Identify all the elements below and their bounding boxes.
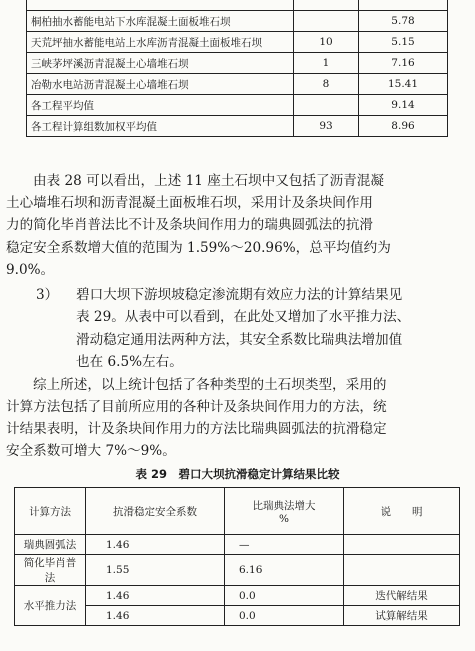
table-row — [27, 32, 448, 53]
text-line: 稳定安全系数增大值的范围为 1.59%～20.96%，总平均值约为 — [6, 240, 391, 256]
table-cell-value: 5.78 — [359, 11, 448, 32]
table-cell-value: 15.41 — [359, 74, 448, 95]
table-cell-factor: 1.46 — [86, 535, 225, 555]
table-cell-note — [344, 555, 460, 586]
table-cell-project: 各工程计算组数加权平均值 — [27, 116, 294, 137]
text-line: 综上所述，以上统计包括了各种类型的土石坝类型，采用的 — [33, 377, 387, 393]
table-cell-value: 8.96 — [359, 116, 448, 137]
column-header-line: % — [279, 512, 289, 525]
text-line: 碧口大坝下游坝坡稳定渗流期有效应力法的计算结果见 — [76, 287, 403, 303]
table-cell-increase: — — [225, 535, 344, 555]
table-cell-note: 试算解结果 — [344, 606, 460, 626]
list-item-number: 3） — [36, 287, 59, 303]
table-row — [27, 116, 448, 137]
text-line: 表 29。从表中可以看到，在此处又增加了水平推力法、 — [76, 309, 411, 325]
table-row — [27, 11, 448, 32]
table-cell-count: 10 — [294, 32, 359, 53]
table-cell-method: 水平推力法 — [15, 586, 86, 626]
table-29 — [14, 487, 460, 626]
table-cell-value: 9.14 — [359, 95, 448, 116]
table-cell-count: 93 — [294, 116, 359, 137]
table-cell-increase: 0.0 — [225, 586, 344, 606]
text-line: 滑动稳定通用法两种方法，其安全系数比瑞典法增加值 — [76, 332, 403, 348]
table-row — [15, 586, 460, 606]
column-header: 抗滑稳定安全系数 — [86, 488, 225, 535]
table-row — [27, 53, 448, 74]
column-header: 说 明 — [344, 488, 460, 535]
table-cell-method: 简化毕肖普法 — [15, 555, 86, 586]
text-line: 力的简化毕肖普法比不计及条块间作用力的瑞典圆弧法的抗滑 — [6, 217, 374, 233]
table-cell-method: 瑞典圆弧法 — [15, 535, 86, 555]
text-line: 土心墙堆石坝和沥青混凝土面板堆石坝，采用计及条块间作用 — [6, 195, 374, 211]
table-28 — [26, 0, 448, 137]
table-row — [27, 74, 448, 95]
table-cell-note — [344, 535, 460, 555]
table-cell-project: 三峡茅坪溪沥青混凝土心墙堆石坝 — [27, 53, 294, 74]
table-29-caption: 表 29 碧口大坝抗滑稳定计算结果比较 — [135, 467, 340, 481]
text-line: 计算方法包括了目前所应用的各种计及条块间作用力的方法，统 — [6, 399, 387, 415]
text-line: 9.0%。 — [6, 262, 55, 278]
table-cell-project: 各工程平均值 — [27, 95, 294, 116]
table-cell-count: 8 — [294, 74, 359, 95]
table-cell-increase: 6.16 — [225, 555, 344, 586]
table-cell-note: 迭代解结果 — [344, 586, 460, 606]
text-line: 由表 28 可以看出，上述 11 座土石坝中又包括了沥青混凝 — [33, 173, 384, 189]
table-cell-project: 天荒坪抽水蓄能电站上水库沥青混凝土面板堆石坝 — [27, 32, 294, 53]
table-cell-factor: 1.46 — [86, 586, 225, 606]
text-line: 也在 6.5%左右。 — [76, 354, 183, 370]
table-cell-factor: 1.55 — [86, 555, 225, 586]
table-cell-value: 5.15 — [359, 32, 448, 53]
table-cell-increase: 0.0 — [225, 606, 344, 626]
table-cell-count — [294, 11, 359, 32]
text-line: 计结果表明，计及条块间作用力的方法比瑞典圆弧法的抗滑稳定 — [6, 421, 387, 437]
table-cell-factor: 1.46 — [86, 606, 225, 626]
table-cell-count — [294, 95, 359, 116]
table-row — [27, 0, 448, 11]
table-cell-count: 1 — [294, 53, 359, 74]
column-header-line: 比瑞典法增大 — [252, 499, 316, 512]
text-line: 安全系数可增大 7%～9%。 — [6, 443, 176, 459]
table-row — [27, 95, 448, 116]
table-cell-project: 冶勒水电站沥青混凝土心墙堆石坝 — [27, 74, 294, 95]
table-cell-project: 桐柏抽水蓄能电站下水库混凝土面板堆石坝 — [27, 11, 294, 32]
table-row — [15, 535, 460, 555]
column-header: 计算方法 — [15, 488, 86, 535]
table-row — [15, 555, 460, 586]
table-cell-value: 7.16 — [359, 53, 448, 74]
column-header — [225, 488, 344, 535]
table-header-row — [15, 488, 460, 535]
